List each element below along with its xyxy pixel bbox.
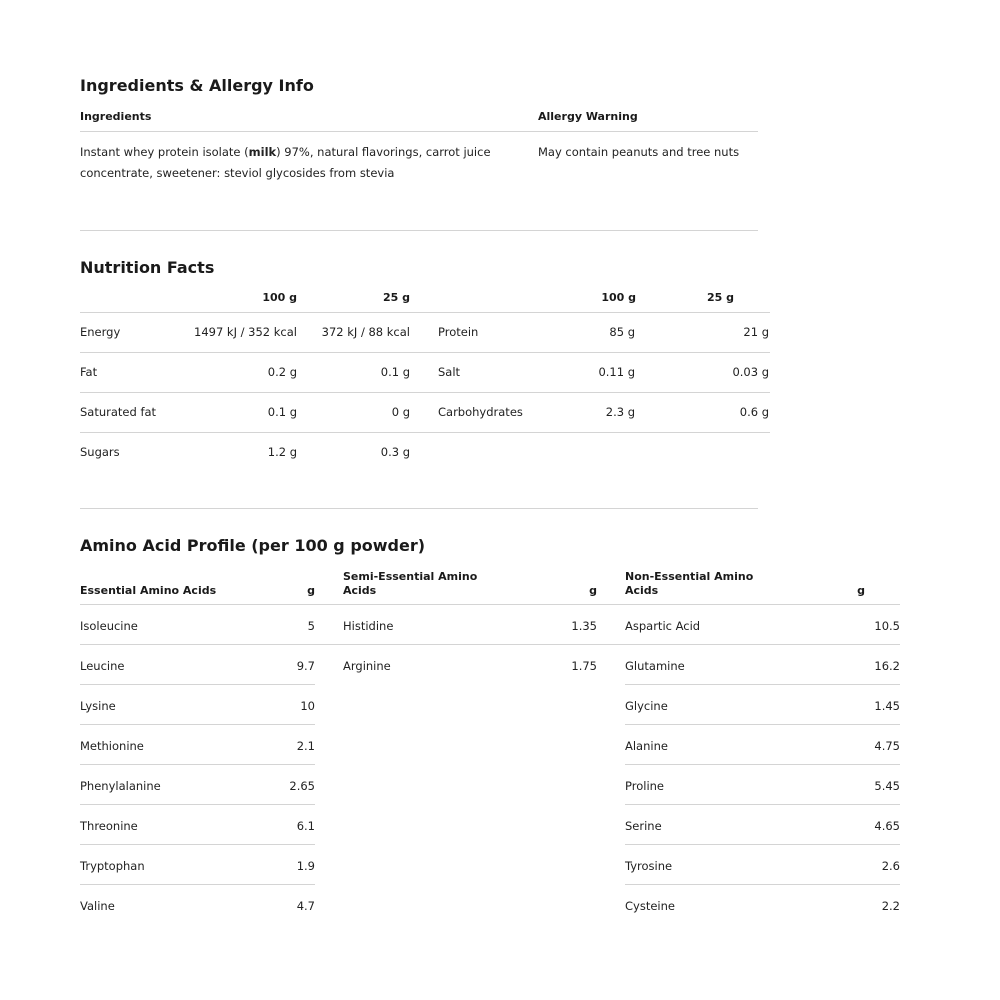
non-essential-amino-value: 1.45 — [874, 699, 900, 713]
essential-amino-value: 4.7 — [296, 899, 315, 913]
nutrition-row-name: Protein — [438, 325, 479, 339]
essential-amino-value: 2.65 — [289, 779, 315, 793]
nutrition-row-value-25g: 0.03 g — [732, 365, 769, 379]
amino-row-divider — [80, 724, 315, 725]
nutrition-col-25g: 25 g — [382, 291, 410, 304]
essential-amino-name: Lysine — [80, 699, 116, 713]
essential-amino-name: Threonine — [80, 819, 138, 833]
amino-row-divider — [80, 684, 315, 685]
allergy-text: May contain peanuts and tree nuts — [538, 145, 740, 159]
nutrition-row-divider — [80, 432, 770, 433]
essential-amino-name: Phenylalanine — [80, 779, 161, 793]
essential-amino-value: 9.7 — [296, 659, 315, 673]
nutrition-row-name: Energy — [80, 325, 121, 339]
non-essential-header-line: Acids — [625, 584, 659, 597]
nutrition-row-divider — [80, 352, 770, 353]
semi-essential-amino-value: 1.75 — [571, 659, 597, 673]
non-essential-unit-header: g — [857, 584, 865, 597]
non-essential-amino-name: Glutamine — [625, 659, 685, 673]
ingredients-allergen: milk — [248, 145, 277, 159]
semi-essential-header — [343, 570, 477, 598]
semi-essential-header-line: Acids — [343, 584, 377, 597]
non-essential-amino-name: Cysteine — [625, 899, 675, 913]
amino-row-divider — [80, 764, 315, 765]
non-essential-amino-name: Glycine — [625, 699, 668, 713]
non-essential-amino-value: 2.2 — [881, 899, 900, 913]
section-divider — [80, 230, 758, 231]
nutrition-row-name: Carbohydrates — [438, 405, 523, 419]
nutrition-row-name: Sugars — [80, 445, 120, 459]
nutrition-row-value-25g: 0.1 g — [380, 365, 410, 379]
non-essential-amino-value: 4.65 — [874, 819, 900, 833]
essential-amino-name: Leucine — [80, 659, 125, 673]
non-essential-amino-name: Proline — [625, 779, 664, 793]
nutrition-row-value-25g: 21 g — [743, 325, 769, 339]
nutrition-row-value-100g: 2.3 g — [605, 405, 635, 419]
nutrition-row-value-25g: 372 kJ / 88 kcal — [321, 325, 410, 339]
nutrition-row-name: Salt — [438, 365, 461, 379]
section-divider — [80, 508, 758, 509]
semi-essential-amino-name: Arginine — [343, 659, 391, 673]
semi-essential-amino-value: 1.35 — [571, 619, 597, 633]
amino-row-divider — [625, 684, 900, 685]
non-essential-amino-name: Tyrosine — [625, 859, 673, 873]
non-essential-amino-value: 5.45 — [874, 779, 900, 793]
ingredients-text-part: Instant whey protein isolate ( — [80, 145, 249, 159]
nutrition-row-value-100g: 85 g — [609, 325, 635, 339]
amino-row-divider — [625, 724, 900, 725]
amino-header-divider — [80, 604, 900, 605]
amino-row-divider — [625, 804, 900, 805]
ingredients-title: Ingredients & Allergy Info — [80, 76, 314, 95]
nutrition-row-value-100g: 0.2 g — [267, 365, 297, 379]
non-essential-amino-value: 2.6 — [881, 859, 900, 873]
amino-row-divider — [625, 884, 900, 885]
essential-amino-value: 1.9 — [296, 859, 315, 873]
nutrition-row-name: Saturated fat — [80, 405, 157, 419]
non-essential-amino-value: 16.2 — [874, 659, 900, 673]
ingredients-header-divider — [80, 131, 758, 132]
essential-amino-name: Valine — [80, 899, 115, 913]
nutrition-header-divider — [80, 312, 770, 313]
nutrition-title: Nutrition Facts — [80, 258, 215, 277]
nutrition-row-value-100g: 1.2 g — [267, 445, 297, 459]
essential-amino-value: 10 — [300, 699, 315, 713]
nutrition-row-value-100g: 0.1 g — [267, 405, 297, 419]
non-essential-header — [625, 570, 753, 598]
non-essential-amino-name: Alanine — [625, 739, 668, 753]
nutrition-col-25g: 25 g — [706, 291, 734, 304]
essential-amino-name: Tryptophan — [80, 859, 145, 873]
semi-essential-unit-header: g — [589, 584, 597, 597]
nutrition-row-value-100g: 1497 kJ / 352 kcal — [194, 325, 297, 339]
nutrition-row-value-100g: 0.11 g — [598, 365, 635, 379]
non-essential-amino-value: 10.5 — [874, 619, 900, 633]
non-essential-amino-value: 4.75 — [874, 739, 900, 753]
amino-row-divider — [625, 764, 900, 765]
ingredients-text — [80, 142, 500, 184]
amino-row-divider — [80, 844, 315, 845]
amino-row-divider — [80, 644, 900, 645]
essential-amino-name: Isoleucine — [80, 619, 138, 633]
nutrition-row-divider — [80, 392, 770, 393]
essential-amino-name: Methionine — [80, 739, 144, 753]
nutrition-row-value-25g: 0 g — [391, 405, 410, 419]
essential-unit-header: g — [307, 584, 315, 597]
allergy-header: Allergy Warning — [538, 110, 638, 123]
nutrition-row-value-25g: 0.6 g — [739, 405, 769, 419]
essential-amino-value: 2.1 — [296, 739, 315, 753]
non-essential-amino-name: Aspartic Acid — [625, 619, 701, 633]
essential-amino-value: 5 — [307, 619, 315, 633]
non-essential-header-line: Non-Essential Amino — [625, 570, 754, 583]
amino-title: Amino Acid Profile (per 100 g powder) — [80, 536, 426, 555]
ingredients-header: Ingredients — [80, 110, 152, 123]
nutrition-col-100g: 100 g — [601, 291, 636, 304]
semi-essential-amino-name: Histidine — [343, 619, 394, 633]
essential-amino-value: 6.1 — [296, 819, 315, 833]
non-essential-amino-name: Serine — [625, 819, 662, 833]
nutrition-row-name: Fat — [80, 365, 98, 379]
amino-row-divider — [625, 844, 900, 845]
semi-essential-header-line: Semi-Essential Amino — [343, 570, 478, 583]
nutrition-col-100g: 100 g — [262, 291, 297, 304]
amino-row-divider — [80, 884, 315, 885]
ingredients-text-part: ) 97%, natural flavorings, carrot juice concentrate, sweetener: steviol glycosides from stevia — [80, 145, 491, 180]
nutrition-row-value-25g: 0.3 g — [380, 445, 410, 459]
amino-row-divider — [80, 804, 315, 805]
essential-header: Essential Amino Acids — [80, 584, 217, 597]
